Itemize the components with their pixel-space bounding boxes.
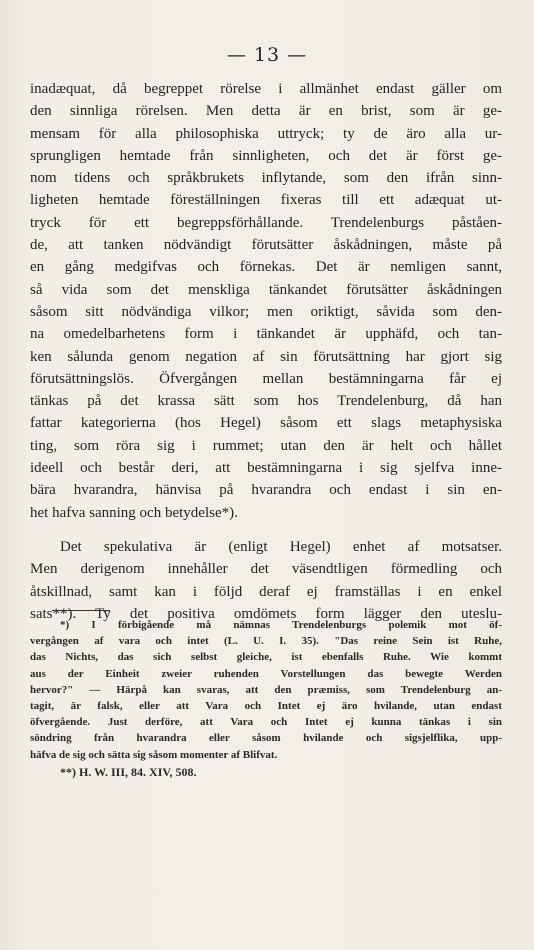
text-line: så vida som det menskliga tänkandet förutsätter åskådningen: [30, 281, 502, 298]
text-line: na omedelbarhetens form i tänkandet är upphäfd, och tan-: [30, 326, 502, 343]
text-line: ken sålunda genom negation af sin förutsättning har gjort sig: [30, 348, 502, 365]
footnote-line: hervor?" — Härpå kan svaras, att den præmiss, som Trendelenburg an-: [30, 683, 502, 696]
footnote-line: söndring från hvarandra eller såsom hvilande och sigsjelflika, upp-: [30, 732, 502, 745]
footnote-line: das Nichts, das sich selbst gleiche, ist ebenfalls Ruhe. Wie kommt: [30, 651, 502, 664]
paragraph-1: [30, 78, 502, 524]
footnote-divider: [52, 610, 110, 611]
text-line: sprungligen hemtade från sinnligheten, och det är först ge-: [30, 147, 502, 164]
text-line: nom tidens och språkbrukets inflytande, som den ifrån sinn-: [30, 170, 502, 187]
footnote-line: vergången af vara och intet (L. U. I. 35). "Das reine Sein ist Ruhe,: [30, 635, 502, 648]
paragraph-2: [30, 536, 502, 625]
text-line: inadæquat, då begreppet rörelse i allmänhet endast gäller om: [30, 81, 502, 97]
text-line: åtskillnad, samt kan i följd deraf ej framställas i en enkel: [30, 583, 502, 600]
text-line: ligheten hemtade föreställningen fixeras till ett adæquat ut-: [30, 192, 502, 209]
page-number: — 13 —: [226, 44, 308, 66]
text-line: tryck för ett begreppsförhållande. Trendelenburgs påståen-: [30, 214, 502, 231]
main-text: [30, 78, 502, 625]
footnotes: [30, 617, 502, 780]
text-line: ting, som röra sig i rummet; utan den är helt och hållet: [30, 437, 502, 454]
text-line: het hafva sanning och betydelse*).: [30, 504, 238, 521]
text-line: Det spekulativa är (enligt Hegel) enhet af motsatser.: [60, 538, 502, 555]
text-line: såsom sitt nödvändiga vilkor; men oriktigt, såvida som den-: [30, 303, 502, 320]
footnote-line: öfvergående. Just derföre, att Vara och Intet ej kunna tänkas i sin: [30, 716, 502, 729]
text-line: fattar kategorierna (hos Hegel) såsom ett slags metaphysiska: [30, 415, 502, 432]
text-line: ideell och består deri, att bestämningarna i sig sjelfva inne-: [30, 460, 502, 477]
footnote-line: tagit, är falsk, eller att Vara och Intet ej äro hvilande, utan endast: [30, 700, 502, 713]
footnote-2: [30, 764, 502, 780]
footnote-line: *) I förbigående må nämnas Trendelenburgs polemik mot öf-: [60, 619, 502, 631]
text-line: sats**). Ty det positiva omdömets form lägger den uteslu-: [30, 605, 502, 622]
footnote-1: [30, 617, 502, 763]
footnote-line: aus der Einheit zweier ruhenden Vorstellungen das bewegte Werden: [30, 667, 502, 680]
text-line: en gång medgifvas och förnekas. Det är nemligen sannt,: [30, 259, 502, 276]
text-line: mensam för alla philosophiska uttryck; ty de äro alla ur-: [30, 125, 502, 142]
text-line: tänkas på det krassa sätt som hos Trendelenburg, då han: [30, 393, 502, 410]
text-line: bära hvarandra, hänvisa på hvarandra och endast i sin en-: [30, 482, 502, 499]
text-line: Men derigenom innehåller det väsendtligen förmedling och: [30, 561, 502, 578]
footnote-line: häfva de sig och sätta sig såsom momenter af Blifvat.: [30, 748, 278, 761]
text-line: förutsättningslös. Öfvergången mellan bestämningarna får ej: [30, 370, 502, 387]
text-line: den sinnliga rörelsen. Men detta är en brist, som är ge-: [30, 103, 502, 120]
text-line: de, att tanken nödvändigt förutsätter åskådningen, måste på: [30, 237, 502, 254]
footnote-line: **) H. W. III, 84. XIV, 508.: [60, 764, 197, 779]
